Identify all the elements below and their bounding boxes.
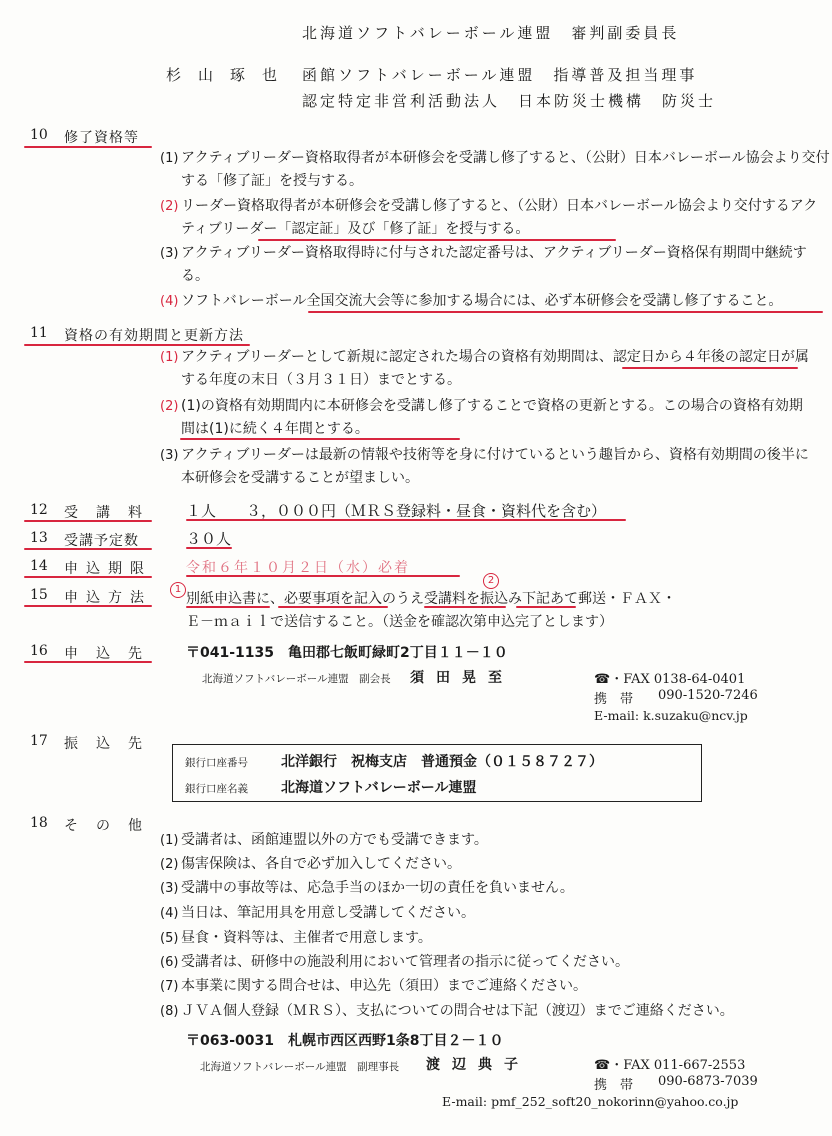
section-12-number: 12: [30, 502, 48, 518]
s18-item-4-text: 当日は、筆記用具を用意し受講してください。: [181, 905, 475, 921]
bank-name-value: 北海道ソフトバレーボール連盟: [281, 780, 477, 796]
s16-email: E-mail: k.suzaku@ncv.jp: [594, 708, 748, 723]
s10-item-3: [160, 242, 830, 288]
bank-account-value: 北洋銀行 祝梅支店 普通預金（０１５８７２７）: [281, 754, 603, 770]
s10-item-4: [160, 290, 830, 313]
s18-item-8-number: (8): [160, 1004, 179, 1019]
section-15-underline: [24, 605, 152, 607]
section-11-title: 資格の有効期間と更新方法: [64, 328, 244, 344]
s18-item-3-text: 受講中の事故等は、応急手当のほか一切の責任を負いません。: [181, 880, 574, 896]
s10-item-2: [160, 195, 830, 241]
section-10-number: 10: [30, 127, 48, 143]
s18-item-3: [160, 877, 820, 900]
s11-item-1-number: (1): [160, 350, 179, 365]
section-11-number: 11: [30, 325, 48, 341]
s10-item-3-number: (3): [160, 246, 179, 261]
s10-item-4-text: ソフトバレーボール全国交流大会等に参加する場合には、必ず本研修会を受講し修了すること。: [181, 293, 783, 309]
s18-item-1-number: (1): [160, 833, 179, 848]
s18-item-3-number: (3): [160, 881, 179, 896]
s11-item-3-number: (3): [160, 448, 179, 463]
s18-item-7-text: 本事業に関する問合せは、申込先（須田）までご連絡ください。: [181, 978, 587, 994]
section-18-number: 18: [30, 815, 48, 831]
section-14-title: 申込期限: [64, 561, 152, 577]
s18-item-1: [160, 829, 820, 852]
s18-item-6-text: 受講者は、研修中の施設利用において管理者の指示に従ってください。: [181, 954, 629, 970]
s18-item-8-text: ＪＶＡ個人登録（ＭＲＳ）、支払についての問合せは下記（渡辺）までご連絡ください。: [181, 1003, 734, 1019]
s18-item-8: [160, 1000, 820, 1023]
header-line-3: 認定特定非営利活動法人 日本防災士機構 防災士: [302, 92, 717, 110]
s10-item-1-text: アクティブリーダー資格取得者が本研修会を受講し修了すると、（公財）日本バレーボール協会より交付する「修了証」を授与する。: [181, 150, 830, 189]
s11-item-1-underline: [622, 367, 798, 369]
section-13-value: ３０人: [186, 530, 232, 548]
s18-contact-email: E-mail: pmf_252_soft20_nokorinn@yahoo.co.jp: [442, 1094, 739, 1109]
s18-item-6: [160, 951, 820, 974]
section-12-value: １人 ３，０００円（ＭＲＳ登録料・昼食・資料代を含む）: [186, 502, 607, 520]
s11-item-1-text: アクティブリーダーとして新規に認定された場合の資格有効期間は、認定日から４年後の認定日が属する年度の末日（３月３１日）までとする。: [181, 349, 809, 388]
section-13-value-underline: [186, 547, 232, 549]
s18-item-5: [160, 927, 820, 950]
section-13-title: 受講予定数: [64, 533, 139, 549]
section-13-underline: [24, 548, 152, 550]
s16-address: 〒041-1135 亀田郡七飯町緑町2丁目１１－１０: [186, 645, 508, 661]
s18-contact-mobile: 090-6873-7039: [658, 1074, 758, 1089]
section-16-title: 申込先: [64, 646, 160, 662]
bank-info-box: [172, 744, 702, 802]
s16-fax: ☎・FAX 0138-64-0401: [594, 672, 746, 687]
bank-name-label: 銀行口座名義: [185, 783, 248, 795]
s18-item-2: [160, 853, 820, 876]
section-14-value-underline: [186, 575, 460, 577]
s10-item-2-text: リーダー資格取得者が本研修会を受講し修了すると、（公財）日本バレーボール協会より交付するアクティブリーダー「認定証」及び「修了証」を授与する。: [181, 198, 818, 237]
header-line-2: 函館ソフトバレーボール連盟 指導普及担当理事: [302, 66, 698, 84]
s10-item-4-underline: [308, 311, 823, 313]
annotation-mark-1: 1: [170, 582, 186, 598]
author-name: 杉山琢也: [166, 66, 295, 84]
s11-item-3: [160, 444, 810, 490]
section-17-number: 17: [30, 733, 48, 749]
section-12-underline: [24, 520, 152, 522]
s10-item-1-number: (1): [160, 151, 179, 166]
section-15-title: 申込方法: [64, 590, 152, 606]
s10-item-3-text: アクティブリーダー資格取得時に付与された認定番号は、アクティブリーダー資格保有期間中継続する。: [181, 245, 807, 284]
section-10-underline: [24, 146, 152, 148]
section-18-title: その他: [64, 818, 160, 834]
section-15-line-1: 別紙申込書に、必要事項を記入のうえ受講料を振込み下記あて郵送・ＦＡＸ・: [186, 591, 676, 607]
s10-item-1: [160, 147, 830, 193]
s16-org: 北海道ソフトバレーボール連盟 副会長: [202, 673, 391, 685]
s18-contact-address: 〒063-0031 札幌市西区西野1条8丁目２－１０: [186, 1033, 504, 1049]
s11-item-2: [160, 395, 810, 441]
s18-item-7-number: (7): [160, 979, 179, 994]
s11-item-2-number: (2): [160, 399, 179, 414]
s16-person: 須田晃至: [410, 670, 514, 686]
s11-item-2-text: (1)の資格有効期間内に本研修会を受講し修了することで資格の更新とする。この場合の資格有効期間は(1)に続く４年間とする。: [181, 398, 803, 437]
section-12-title: 受講料: [64, 505, 160, 521]
s18-item-2-text: 傷害保険は、各自で必ず加入してください。: [181, 856, 461, 872]
section-14-number: 14: [30, 558, 48, 574]
section-14-underline: [24, 576, 152, 578]
s18-item-7: [160, 975, 820, 998]
s18-item-5-text: 昼食・資料等は、主催者で用意します。: [181, 930, 432, 946]
s15-underline-c: [424, 606, 506, 608]
s18-contact-fax: ☎・FAX 011-667-2553: [594, 1058, 746, 1073]
s18-item-4: [160, 902, 820, 925]
section-16-underline: [24, 661, 152, 663]
s11-item-3-text: アクティブリーダーは最新の情報や技術等を身に付けているという趣旨から、資格有効期間の後半に本研修会を受講することが望ましい。: [181, 447, 809, 486]
section-12-value-underline: [186, 519, 626, 521]
s18-contact-person: 渡辺典子: [426, 1057, 530, 1073]
s18-item-4-number: (4): [160, 906, 179, 921]
s10-item-4-number: (4): [160, 294, 179, 309]
s15-underline-d: [516, 606, 576, 608]
section-15-line-2: Ｅ－ｍａｉｌで送信すること。（送金を確認次第申込完了とします）: [186, 614, 613, 630]
section-15-number: 15: [30, 587, 48, 603]
annotation-mark-2: 2: [483, 573, 499, 589]
section-10-title: 修了資格等: [64, 130, 139, 146]
s10-item-2-number: (2): [160, 199, 179, 214]
section-17-title: 振込先: [64, 736, 160, 752]
s11-item-2-underline: [180, 438, 460, 440]
s16-mobile: 090-1520-7246: [658, 688, 758, 703]
s18-item-1-text: 受講者は、函館連盟以外の方でも受講できます。: [181, 832, 488, 848]
s18-item-2-number: (2): [160, 857, 179, 872]
s15-underline-b: [278, 606, 388, 608]
section-14-value: 令和６年１０月２日（水）必着: [186, 560, 410, 576]
s18-item-5-number: (5): [160, 931, 179, 946]
s11-item-1: [160, 346, 810, 392]
s16-mobile-label: 携 帯: [594, 692, 634, 707]
s18-contact-org: 北海道ソフトバレーボール連盟 副理事長: [200, 1061, 400, 1073]
s18-contact-mobile-label: 携 帯: [594, 1078, 634, 1093]
header-line-1: 北海道ソフトバレーボール連盟 審判副委員長: [302, 24, 680, 42]
s15-underline-a: [186, 606, 270, 608]
section-13-number: 13: [30, 530, 48, 546]
section-16-number: 16: [30, 643, 48, 659]
s10-item-2-underline: [258, 239, 616, 241]
s18-item-6-number: (6): [160, 955, 179, 970]
bank-account-label: 銀行口座番号: [185, 757, 248, 769]
